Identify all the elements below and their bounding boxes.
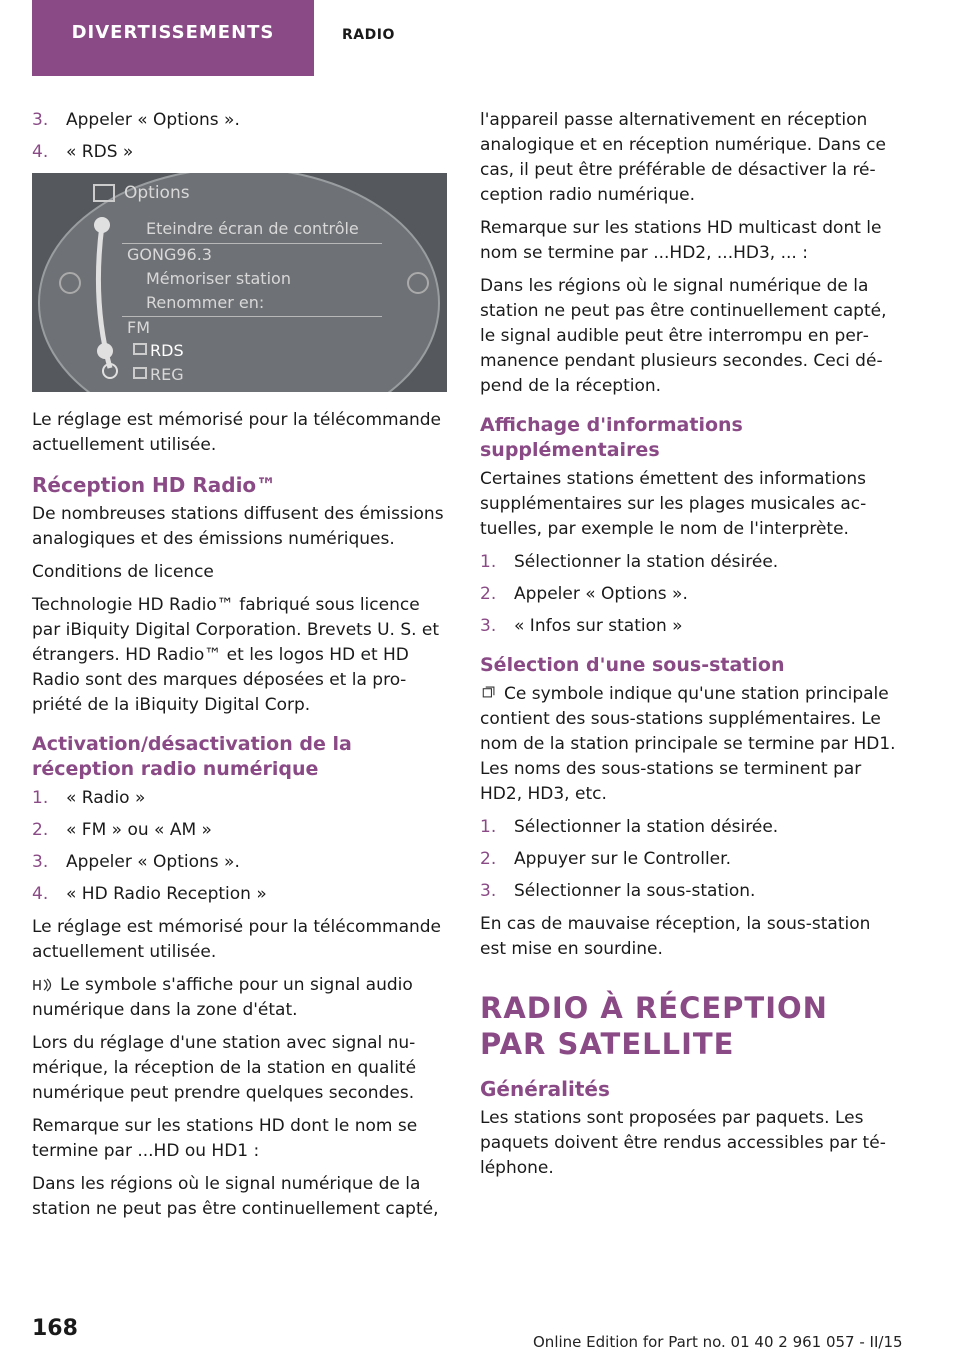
page-number: 168 [32,1316,78,1341]
paragraph: Les stations sont proposées par paquets. Les paquets doivent être rendus accessibles par téléphone. [480,1108,886,1178]
heading-satellite-radio: RADIO À RÉCEPTION PAR SATELLITE [480,991,828,1061]
paragraph: Certaines stations émettent des informations supplémentaires sur les plages musicales actuelles, par exemple le nom de l'interprète. [480,469,867,539]
symbol-paragraph: Le symbole s'affiche pour un signal audio numérique dans la zone d'état. [32,975,413,1020]
screen-item: Mémoriser station [146,269,291,288]
list-item: 1. « Radio » [32,788,146,808]
section-title: RADIO [342,27,395,43]
steps-list-d [480,815,896,904]
paragraph: En cas de mauvaise réception, la sous-station est mise en sourdine. [480,914,871,959]
list-item: 4. « HD Radio Reception » [32,884,267,904]
paragraph: Lors du réglage d'une station avec signal numérique, la réception de la station en qualité numérique peut prendre quelques secondes. [32,1033,417,1103]
screen-item: REG [150,365,184,384]
screen-item: GONG96.3 [127,245,212,264]
steps-list-c [480,550,896,639]
substation-paragraph: Ce symbole indique qu'une station principale contient des sous-stations supplémentaires. Le nom de la station principale se termine par HD1. Les noms des sous-stations se terminent par HD2, HD3, etc. [480,684,896,804]
list-item: 1. Sélectionner la station désirée. [480,552,779,572]
screen-item: Renommer en: [146,293,265,312]
paragraph: Technologie HD Radio™ fabriqué sous licence par iBiquity Digital Corporation. Brevets U. S. et étrangers. HD Radio™ et les logos HD et HD Radio sont des marques déposées et la propriété de la iBiquity Digital Corp. [32,595,440,715]
left-column [32,108,448,1230]
list-item: 3. Sélectionner la sous-station. [480,881,756,901]
chapter-tab [32,0,314,76]
paragraph: l'appareil passe alternativement en réception analogique et en réception numérique. Dans ce cas, il peut être préférable de désactiver la réception radio numérique. [480,110,886,205]
divider [122,243,382,244]
list-item: 2. Appuyer sur le Controller. [480,849,731,869]
screen-item: FM [127,318,151,337]
list-item: 2. « FM » ou « AM » [32,820,212,840]
heading-activation: Activation/désactivation de la réception radio numérique [32,733,352,780]
list-item: 3. Appeler « Options ». [32,852,240,872]
options-screen-image [32,173,447,392]
paragraph: Le réglage est mémorisé pour la télécommande actuellement utilisée. [32,410,442,455]
list-item: 2. Appeler « Options ». [480,584,688,604]
heading-info: Affichage d'informations supplémentaires [480,414,743,461]
steps-list-b [32,786,448,907]
heading-hd-radio: Réception HD Radio™ [32,473,277,497]
paragraph: Remarque sur les stations HD dont le nom se termine par ...HD ou HD1 : [32,1116,418,1161]
steps-list-a [32,108,448,165]
paragraph: Le réglage est mémorisé pour la télécommande actuellement utilisée. [32,917,442,962]
list-item: 1. Sélectionner la station désirée. [480,817,779,837]
screen-item: Eteindre écran de contrôle [146,219,359,238]
list-item: 4. « RDS » [32,142,134,162]
hd-signal-icon [32,978,54,992]
paragraph: Remarque sur les stations HD multicast dont le nom se termine par ...HD2, ...HD3, ... : [480,218,882,263]
chapter-title: DIVERTISSEMENTS [71,22,275,43]
edition-note: Online Edition for Part no. 01 40 2 961 057 - II/15 [533,1333,903,1351]
paragraph: Dans les régions où le signal numérique de la station ne peut pas être continuellement capté, le signal audible peut être interrompu en permanence pendant plusieurs secondes. Ceci dépend de la réception. [480,276,887,396]
heading-general: Généralités [480,1077,610,1101]
paragraph: Conditions de licence [32,562,214,582]
divider [122,316,382,317]
paragraph: De nombreuses stations diffusent des émissions analogiques et des émissions numériques. [32,504,444,549]
list-item: 3. Appeler « Options ». [32,110,240,130]
paragraph: Dans les régions où le signal numérique de la station ne peut pas être continuellement capté, [32,1174,439,1219]
list-item: 3. « Infos sur station » [480,616,683,636]
right-column [480,108,896,1189]
substation-icon [480,683,498,701]
screen-title: Options [124,183,190,203]
heading-substation: Sélection d'une sous-station [480,654,785,676]
screen-item: RDS [150,341,184,360]
